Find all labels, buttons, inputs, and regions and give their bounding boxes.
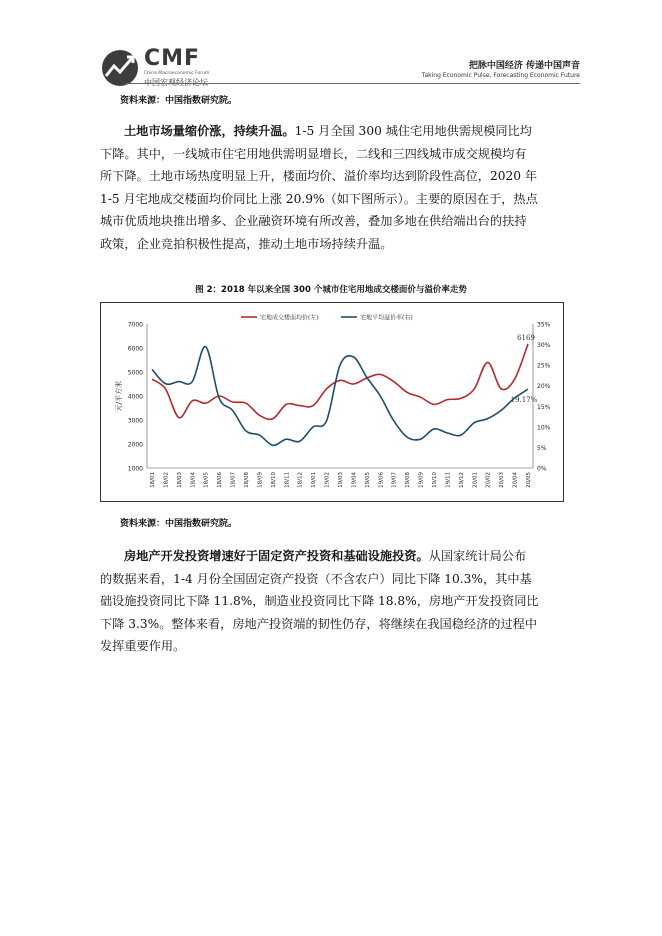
y-tick-label-right: 15% [537,403,551,411]
logo-subtitle: China Macroeconomic Forum [144,71,210,76]
y-tick-label-right: 25% [537,362,551,370]
x-tick-label: 18/05 [203,472,210,488]
para1-line: 下降。其中，一线城市住宅用地供需明显增长，二线和三四线城市成交规模均有 [100,146,527,161]
x-tick-label: 18/10 [270,472,277,488]
x-tick-label: 19/04 [351,472,358,488]
x-tick-label: 18/01 [150,472,156,488]
x-tick-label: 19/07 [391,472,398,488]
x-tick-label: 18/07 [230,472,237,488]
cmf-logo-icon [100,48,140,88]
x-tick-label: 19/09 [418,472,425,488]
legend-label: 宅地成交楼面均价(左) [260,314,319,322]
para2-line: 下降 3.3%。整体来看，房地产投资端的韧性仍存，将继续在我国稳经济的过程中 [100,616,538,631]
para1-line: 政策，企业竞拍积极性提高，推动土地市场持续升温。 [100,236,393,251]
para1-lead: 土地市场量缩价涨，持续升温。 [124,124,295,138]
y-tick-label-right: 30% [537,342,551,350]
paragraph-investment [100,545,565,658]
y-tick-label-right: 10% [537,424,551,432]
x-tick-label: 18/02 [163,472,170,488]
source-note-bottom: 资料来源：中国指数研究院。 [120,519,238,529]
x-tick-label: 19/08 [405,472,412,488]
para1-line: 1-5 月宅地成交楼面均价同比上涨 20.9%（如下图所示）。主要的原因在于，热点 [100,191,538,206]
para2-line: 从国家统计局公布 [428,549,527,563]
x-tick-label: 18/03 [176,472,183,488]
para2-line: 础设施投资同比下降 11.8%，制造业投资同比下降 18.8%，房地产开发投资同比 [100,594,539,608]
x-tick-label: 18/04 [190,472,197,488]
x-tick-label: 19/02 [324,472,331,488]
para2-line: 发挥重要作用。 [100,639,186,653]
y-tick-label-left: 4000 [127,393,143,401]
para1-line: 1-5 月全国 300 城住宅用地供需规模同比均 [294,124,532,138]
header-divider [125,83,580,84]
x-tick-label: 20/02 [485,472,492,488]
x-tick-label: 19/10 [432,472,438,488]
legend-label: 宅地平均溢价率(右) [360,314,413,322]
annotation-price-latest: 6169 [517,333,535,342]
para1-line: 城市优质地块推出增多、企业融资环境有所改善，叠加多地在供给端出台的扶持 [100,214,527,228]
y-tick-label-left: 5000 [127,369,143,377]
para2-line: 的数据来看，1-4 月份全国固定资产投资（不含农户）同比下降 10.3%，其中基 [100,571,532,586]
x-tick-label: 19/01 [311,472,318,488]
x-tick-label: 20/05 [526,472,532,488]
y-tick-label-right: 5% [537,444,547,452]
x-tick-label: 19/03 [338,472,344,488]
land-price-chart [101,303,563,501]
x-tick-label: 18/09 [257,472,264,488]
x-tick-label: 20/03 [499,472,506,488]
x-tick-label: 20/01 [472,472,479,488]
y-tick-label-left: 3000 [127,417,143,425]
y-tick-label-left: 1000 [127,465,143,473]
series-line-premium-rate [152,346,528,445]
figure-title: 图 2：2018 年以来全国 300 个城市住宅用地成交楼面价与溢价率走势 [195,285,467,295]
para2-lead: 房地产开发投资增速好于固定资产投资和基础设施投资。 [124,549,429,563]
chart-container [100,302,564,502]
y-tick-label-left: 2000 [127,441,143,449]
paragraph-land-market [100,120,565,255]
x-tick-label: 20/04 [512,472,519,488]
y-tick-label-right: 0% [537,465,547,473]
x-tick-label: 18/12 [297,472,304,488]
para1-line: 所下降。土地市场热度明显上升，楼面均价、溢价率均达到阶段性高位，2020 年 [100,169,538,183]
x-tick-label: 19/11 [445,472,452,488]
y-tick-label-left: 6000 [127,345,143,353]
y-tick-label-right: 35% [537,321,551,329]
y-axis-label: 元/平方米 [115,380,123,412]
x-tick-label: 18/06 [217,472,224,488]
x-tick-label: 19/12 [458,472,465,488]
y-tick-label-left: 7000 [127,321,143,329]
source-note-top: 资料来源：中国指数研究院。 [120,96,238,106]
annotation-rate-latest: 19.17% [510,396,538,405]
logo-text: CMF [144,46,201,71]
slogan-en: Taking Economic Pulse, Forecasting Economic Future [421,72,580,79]
x-tick-label: 18/08 [244,472,250,488]
x-tick-label: 19/05 [364,472,371,488]
x-tick-label: 18/11 [284,472,291,488]
slogan-cn: 把脉中国经济 传递中国声音 [468,61,580,71]
x-tick-label: 19/06 [378,472,385,488]
y-tick-label-right: 20% [537,383,551,391]
